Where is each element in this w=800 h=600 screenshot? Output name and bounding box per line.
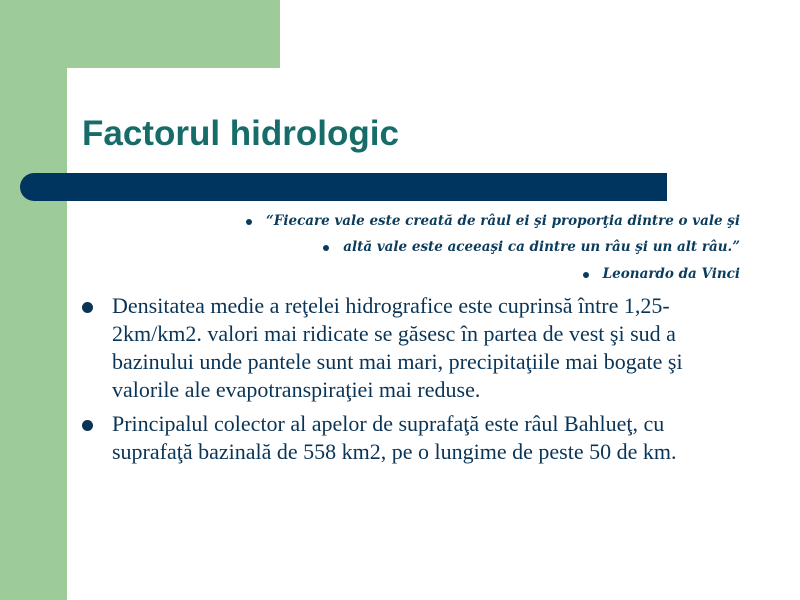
bullet-icon bbox=[82, 420, 93, 431]
bullet-list bbox=[78, 292, 738, 472]
quote-line bbox=[246, 212, 740, 230]
quote-line bbox=[323, 238, 740, 256]
bullet-text: Principalul colector al apelor de suprafaţă este râul Bahlueţ, cu suprafaţă bazinală de 558 km2, pe o lungime de peste 50 de km. bbox=[112, 411, 677, 464]
bullet-icon bbox=[246, 219, 252, 225]
title-underline-bar bbox=[20, 173, 667, 201]
bullet-text: Densitatea medie a reţelei hidrografice este cuprinsă între 1,25-2km/km2. valori mai ridicate se găsesc în partea de vest şi sud a bazinului unde pantele sunt mai mari, precipitaţiile mai bogate şi valorile ale evapotranspiraţiei mai reduse. bbox=[112, 293, 683, 402]
quote-author: Leonardo da Vinci bbox=[602, 266, 740, 282]
quote-author-line bbox=[583, 265, 740, 283]
bullet-point bbox=[78, 292, 738, 404]
bullet-point bbox=[78, 410, 738, 466]
slide-title: Factorul hidrologic bbox=[82, 114, 399, 153]
bullet-icon bbox=[323, 245, 329, 251]
quote-text: “Fiecare vale este creată de râul ei şi proporţia dintre o vale şi bbox=[266, 213, 740, 229]
bullet-icon bbox=[583, 272, 589, 278]
quote-text: altă vale este aceeaşi ca dintre un râu şi un alt râu.” bbox=[343, 239, 740, 255]
bullet-icon bbox=[82, 302, 93, 313]
decorative-green-left bbox=[0, 0, 67, 600]
